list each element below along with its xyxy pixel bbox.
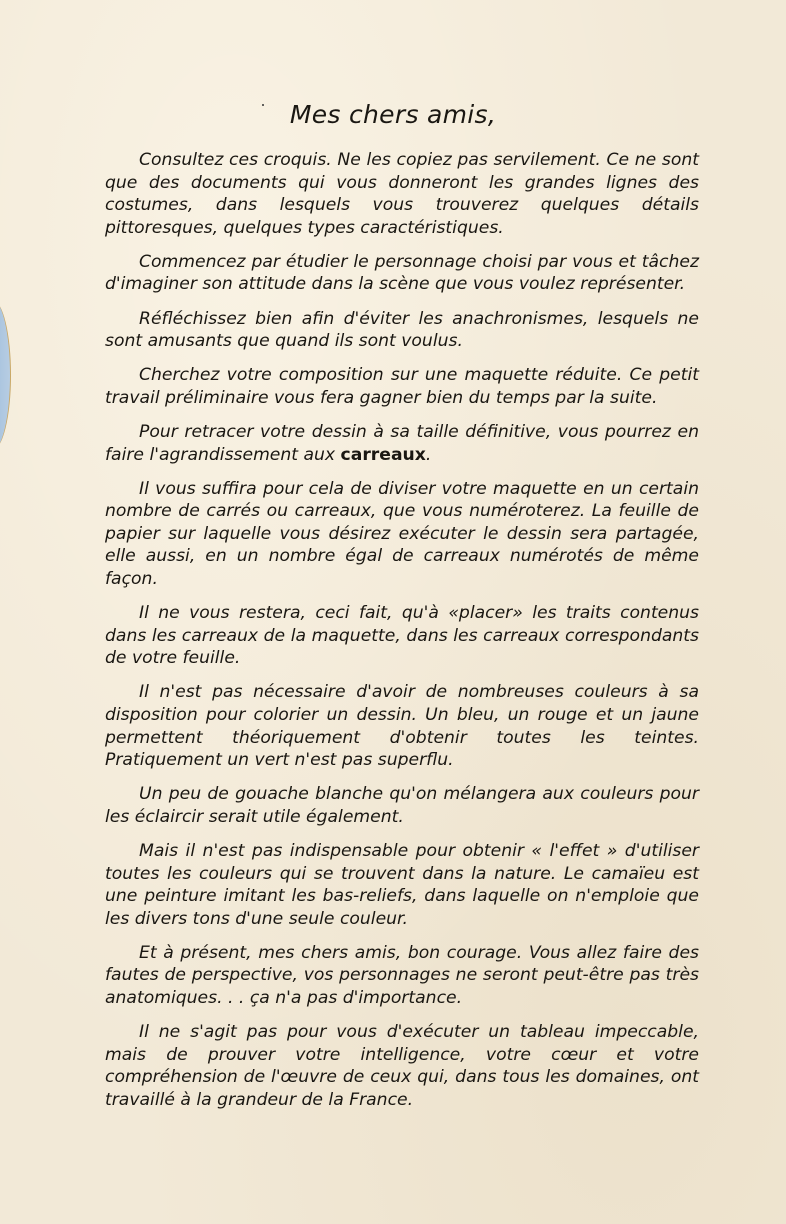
paragraph-camaieu: Mais il n'est pas indispensable pour obtenir « l'effet » d'utiliser toutes les couleurs qui se trouvent dans la nature. Le camaïeu est une peinture imitant les bas-reliefs, dans laquelle on n'emploie que les divers tons d'une seule couleur. <box>105 840 699 929</box>
carreaux-emphasis: carreaux <box>340 444 426 465</box>
paragraph-courage: Et à présent, mes chers amis, bon courage. Vous allez faire des fautes de perspective, vos personnages ne seront peut-être pas très anatomiques. . . ça n'a pas d'importance. <box>105 942 699 1008</box>
paragraph-couleurs: Il n'est pas nécessaire d'avoir de nombreuses couleurs à sa disposition pour colorier un dessin. Un bleu, un rouge et un jaune permettent théoriquement d'obtenir toutes les teintes. Pratiquement un vert n'est pas superflu. <box>105 682 699 771</box>
paragraph-anachronismes: Réfléchissez bien afin d'éviter les anachronismes, lesquels ne sont amusants que quand ils sont voulus. <box>105 308 699 352</box>
blue-page-edge <box>0 300 11 450</box>
paragraph-grandeur: Il ne s'agit pas pour vous d'exécuter un tableau impeccable, mais de prouver votre intelligence, votre cœur et votre compréhension de l'œuvre de ceux qui, dans tous les domaines, ont travaillé à la grandeur de la France. <box>105 1022 699 1110</box>
letter-body <box>105 149 699 1123</box>
page-heading: Mes chers amis, <box>289 100 497 129</box>
paragraph-personnage: Commencez par étudier le personnage choisi par vous et tâchez d'imaginer son attitude dans la scène que vous voulez représenter. <box>105 251 699 295</box>
paragraph-diviser: Il vous suffira pour cela de diviser votre maquette en un certain nombre de carrés ou carreaux, que vous numéroterez. La feuille de papier sur laquelle vous désirez exécuter le dessin sera partagée, elle aussi, en un nombre égal de carreaux numérotés de même façon. <box>105 478 699 589</box>
paragraph-carreaux-text: Pour retracer votre dessin à sa taille définitive, vous pourrez en faire l'agrandissement aux <box>105 421 699 465</box>
paragraph-placer: Il ne vous restera, ceci fait, qu'à «placer» les traits contenus dans les carreaux de la maquette, dans les carreaux correspondants de votre feuille. <box>105 603 699 669</box>
paragraph-croquis: Consultez ces croquis. Ne les copiez pas servilement. Ce ne sont que des documents qui vous donneront les grandes lignes des costumes, dans lesquels vous trouverez quelques détails pittoresques, quelques types caractéristiques. <box>105 150 699 238</box>
paragraph-gouache: Un peu de gouache blanche qu'on mélangera aux couleurs pour les éclaircir serait utile également. <box>105 784 699 827</box>
paragraph-carreaux <box>105 421 699 466</box>
paragraph-maquette: Cherchez votre composition sur une maquette réduite. Ce petit travail préliminaire vous fera gagner bien du temps par la suite. <box>105 365 699 408</box>
paragraph-carreaux-end: . <box>425 444 432 465</box>
